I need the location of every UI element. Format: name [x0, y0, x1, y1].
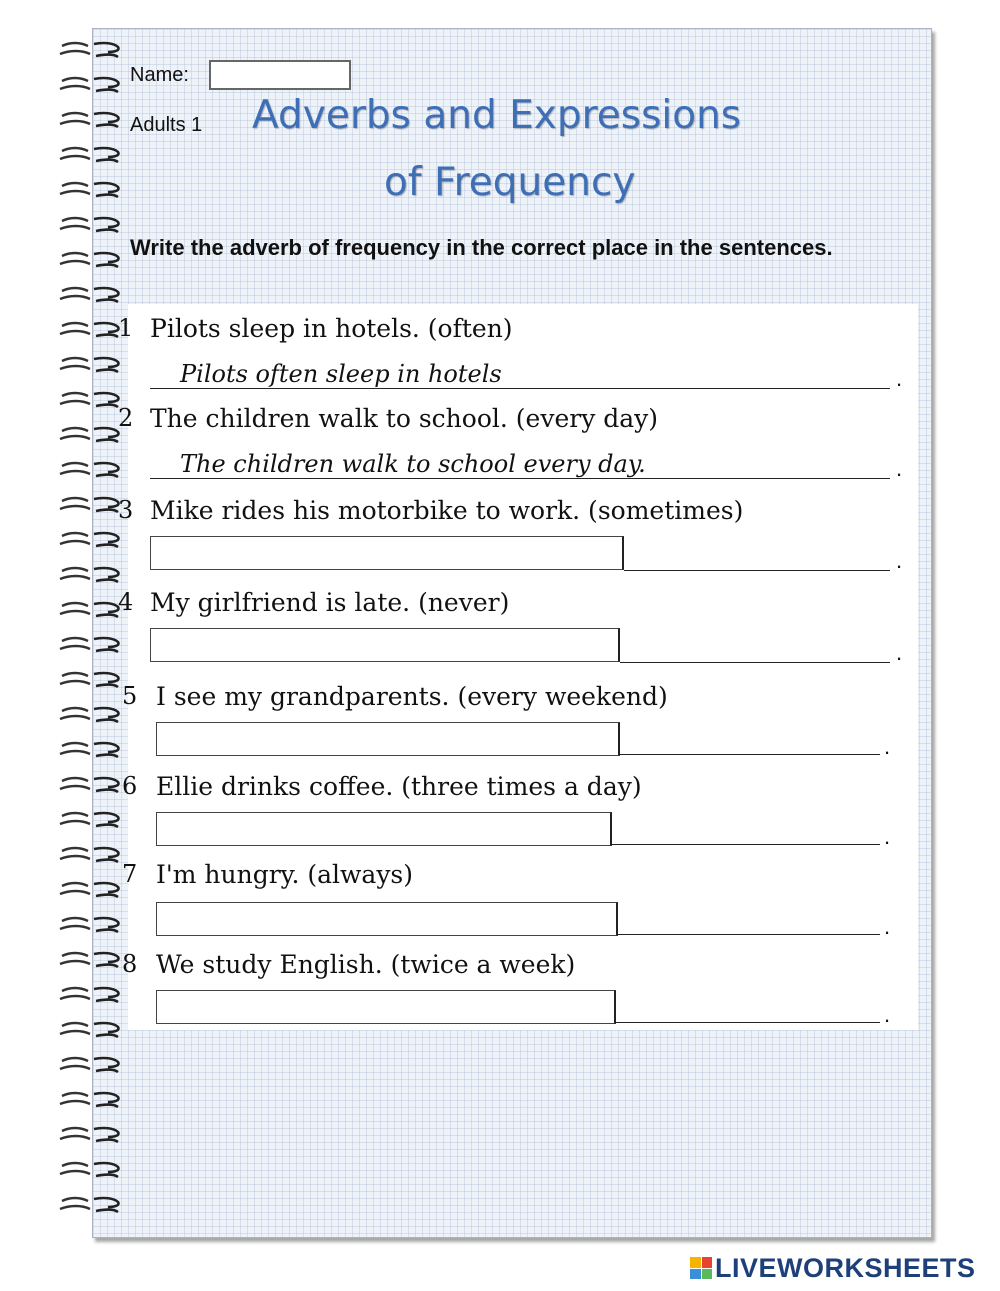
item-number: 3 — [118, 496, 134, 524]
spiral-coil — [58, 705, 128, 725]
spiral-coil — [58, 215, 128, 235]
liveworksheets-logo[interactable] — [690, 1253, 976, 1283]
spiral-coil — [58, 1125, 128, 1145]
item-prompt: I see my grandparents. (every weekend) — [156, 682, 668, 711]
spiral-coil — [58, 985, 128, 1005]
spiral-coil — [58, 1090, 128, 1110]
item-answer-text: Pilots often sleep in hotels — [180, 360, 502, 388]
spiral-coil — [58, 565, 128, 585]
answer-line — [624, 570, 890, 571]
spiral-coil — [58, 40, 128, 60]
logo-square-green — [702, 1269, 713, 1280]
answer-line — [150, 478, 890, 479]
spiral-coil — [58, 635, 128, 655]
answer-input-8[interactable] — [156, 990, 616, 1024]
liveworksheets-logo-icon — [690, 1257, 712, 1279]
logo-square-blue — [690, 1269, 701, 1280]
item-number: 2 — [118, 404, 134, 432]
item-prompt: Ellie drinks coffee. (three times a day) — [156, 772, 642, 801]
item-prompt: I'm hungry. (always) — [156, 860, 414, 889]
item-prompt: We study English. (twice a week) — [156, 950, 576, 979]
answer-line — [618, 934, 880, 935]
answer-line — [616, 1022, 880, 1023]
spiral-coil — [58, 1020, 128, 1040]
sentence-period: . — [884, 1002, 891, 1027]
answer-input-7[interactable] — [156, 902, 618, 936]
item-number: 4 — [118, 588, 134, 616]
item-answer-text: The children walk to school every day. — [180, 450, 646, 478]
spiral-coil — [58, 110, 128, 130]
spiral-coil — [58, 460, 128, 480]
sentence-period: . — [884, 734, 891, 759]
item-number: 6 — [122, 772, 138, 800]
answer-line — [612, 844, 880, 845]
logo-square-red — [702, 1257, 713, 1268]
answer-line — [150, 388, 890, 389]
item-prompt: Pilots sleep in hotels. (often) — [150, 314, 513, 343]
spiral-coil — [58, 845, 128, 865]
spiral-coil — [58, 1195, 128, 1215]
name-input[interactable] — [209, 60, 351, 90]
spiral-coil — [58, 1160, 128, 1180]
spiral-coil — [58, 810, 128, 830]
item-number: 1 — [118, 314, 134, 342]
item-number: 5 — [122, 682, 138, 710]
spiral-coil — [58, 740, 128, 760]
sentence-period: . — [896, 640, 903, 665]
item-prompt: My girlfriend is late. (never) — [150, 588, 510, 617]
name-label: Name: — [130, 64, 189, 86]
item-number: 8 — [122, 950, 138, 978]
spiral-coil — [58, 915, 128, 935]
answer-line — [620, 662, 890, 663]
sentence-period: . — [884, 824, 891, 849]
sentence-period: . — [896, 548, 903, 573]
answer-input-4[interactable] — [150, 628, 620, 662]
spiral-coil — [58, 950, 128, 970]
answer-line — [620, 754, 880, 755]
spiral-coil — [58, 145, 128, 165]
answer-input-3[interactable] — [150, 536, 624, 570]
spiral-coil — [58, 75, 128, 95]
answer-input-6[interactable] — [156, 812, 612, 846]
worksheet-title-line-1: Adverbs and Expressions — [252, 93, 742, 138]
sentence-period: . — [896, 366, 903, 391]
spiral-coil — [58, 530, 128, 550]
level-label: Adults 1 — [130, 114, 203, 136]
sentence-period: . — [896, 456, 903, 481]
logo-square-yellow — [690, 1257, 701, 1268]
spiral-binding — [58, 40, 128, 1230]
exercise-panel — [118, 304, 918, 1030]
spiral-coil — [58, 250, 128, 270]
item-prompt: The children walk to school. (every day) — [150, 404, 659, 433]
spiral-coil — [58, 1055, 128, 1075]
item-prompt: Mike rides his motorbike to work. (sometimes) — [150, 496, 744, 525]
worksheet-title-line-2: of Frequency — [384, 160, 636, 205]
spiral-coil — [58, 355, 128, 375]
spiral-coil — [58, 880, 128, 900]
spiral-coil — [58, 670, 128, 690]
spiral-coil — [58, 285, 128, 305]
answer-input-5[interactable] — [156, 722, 620, 756]
spiral-coil — [58, 180, 128, 200]
sentence-period: . — [884, 914, 891, 939]
instructions: Write the adverb of frequency in the correct place in the sentences. — [130, 235, 833, 260]
spiral-coil — [58, 775, 128, 795]
logo-text: LIVEWORKSHEETS — [715, 1252, 976, 1283]
item-number: 7 — [122, 860, 138, 888]
